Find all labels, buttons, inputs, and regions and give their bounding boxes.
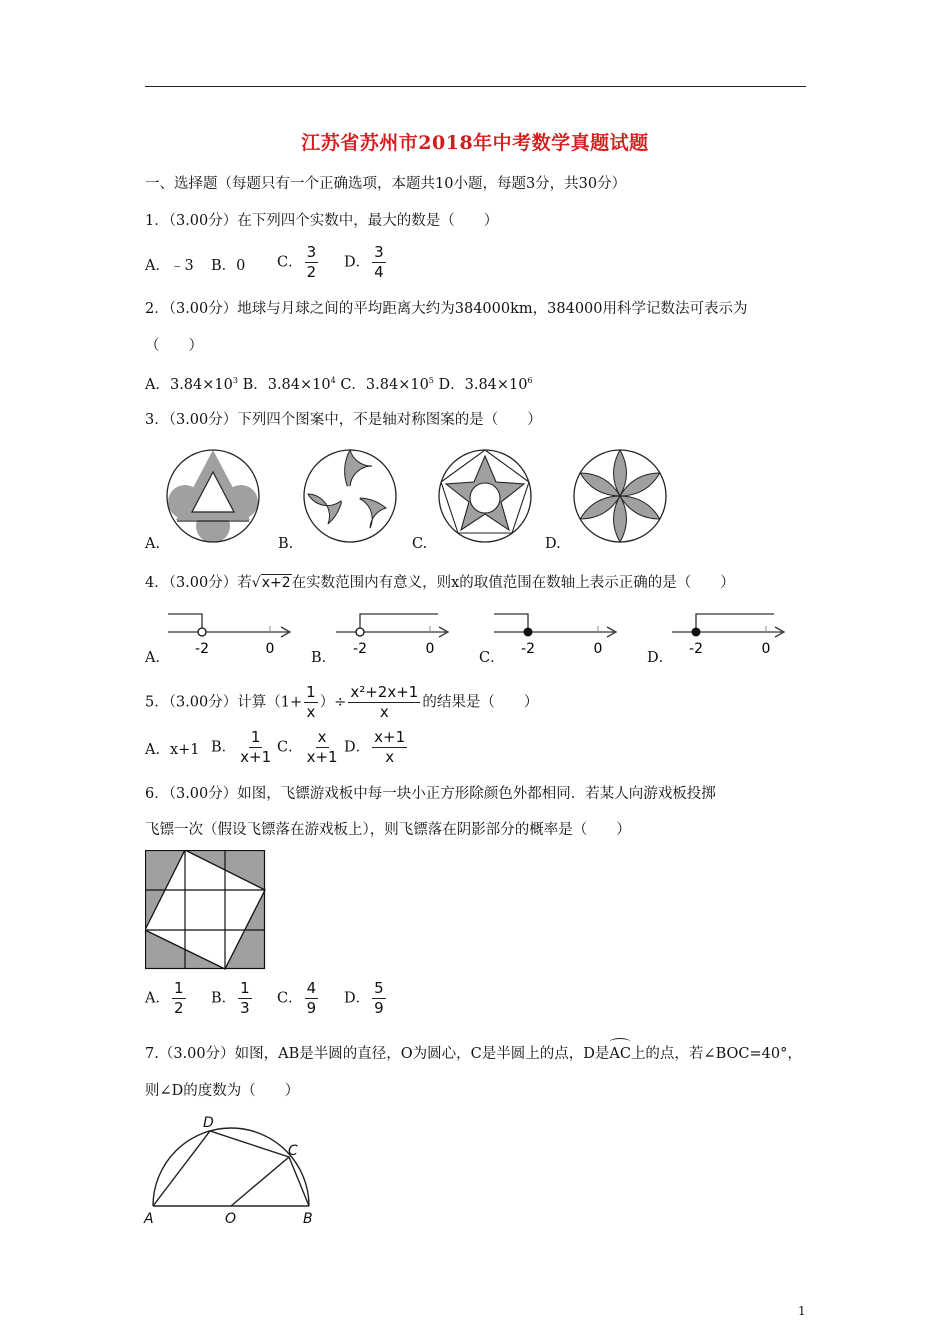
q5-stem: 5．（3.00分）计算（1+ $\frac{1}{x}$ ）÷ $\frac{\text{x²+2x+1}}{x}$ 的结果是（ ）: [145, 683, 539, 721]
q7-stem-line2: 则∠D的度数为（ ）: [145, 1083, 300, 1099]
q1-option-a: A．﹣3: [145, 258, 194, 274]
q4-option-b: B．: [311, 650, 337, 666]
q4-numberline-d: [654, 606, 794, 658]
q2-stem-line2: （ ）: [145, 338, 203, 354]
page-title: 江苏省苏州市2018年中考数学真题试题: [301, 132, 649, 154]
q2-stem-line1: 2．（3.00分）地球与月球之间的平均距离大约为384000km，384000用科学记数法可表示为: [145, 301, 748, 317]
q5-option-d: D． $\frac{x+1}{x}$: [344, 728, 406, 766]
q2-option-b: B．$3.84\times 10^4$: [242, 376, 336, 393]
q2-option-a: A．$3.84\times 10^3$: [145, 376, 238, 393]
q5-option-b: B． $\frac{1}{x+1}$: [211, 728, 272, 766]
q4-numberline-a: [160, 606, 300, 658]
q3-option-d: D.: [545, 536, 561, 552]
svg-text:-2: -2: [521, 641, 535, 657]
q3-figure-a: [160, 444, 270, 550]
q2-options: [145, 373, 533, 394]
q3-figure-d: [565, 444, 675, 550]
svg-text:O: O: [225, 1211, 237, 1227]
q6-stem-line1: 6．（3.00分）如图，飞镖游戏板中每一块小正方形除颜色外都相同．若某人向游戏板投掷: [145, 786, 716, 802]
q5-option-a: A．x+1: [145, 742, 200, 758]
q2-option-c: C．$3.84\times 10^5$: [340, 376, 434, 393]
q1-option-b: B．0: [211, 258, 246, 274]
svg-text:-2: -2: [689, 641, 703, 657]
svg-text:0: 0: [761, 641, 771, 657]
q1-option-c: C． $\frac{3}{2}$: [277, 243, 317, 281]
q4-option-c: C．: [479, 650, 505, 666]
svg-text:0: 0: [593, 641, 603, 657]
q7-arc-ac: AC: [609, 1044, 631, 1064]
q3-option-c: C.: [412, 536, 428, 552]
q3-option-b: B.: [278, 536, 294, 552]
q6-option-d: D． $\frac{5}{9}$: [344, 979, 384, 1017]
svg-text:0: 0: [265, 641, 275, 657]
q1-option-d: D． $\frac{3}{4}$: [344, 243, 384, 281]
q3-figure-b: [295, 444, 405, 550]
q6-stem-line2: 飞镖一次（假设飞镖落在游戏板上），则飞镖落在阴影部分的概率是（ ）: [145, 822, 631, 838]
svg-text:D: D: [203, 1115, 214, 1131]
q3-stem: 3．（3.00分）下列四个图案中，不是轴对称图案的是（ ）: [145, 412, 542, 428]
q5-option-c: C． $\frac{x}{x+1}$: [277, 728, 338, 766]
svg-text:C: C: [288, 1143, 298, 1159]
svg-text:B: B: [303, 1211, 313, 1227]
q4-numberline-c: [486, 606, 626, 658]
page-number: 1: [798, 1304, 806, 1318]
q6-option-b: B． $\frac{1}{3}$: [211, 979, 250, 1017]
q6-dartboard-figure: [145, 850, 266, 970]
q2-option-d: D．$3.84\times 10^6$: [438, 376, 533, 393]
svg-text:0: 0: [425, 641, 435, 657]
q4-radical: √x+2: [251, 575, 291, 591]
q4-option-a: A．: [145, 650, 170, 666]
q4-stem: 4．（3.00分）若√x+2在实数范围内有意义，则x的取值范围在数轴上表示正确的是（ ）: [145, 575, 735, 591]
q6-option-a: A． $\frac{1}{2}$: [145, 979, 184, 1017]
svg-text:-2: -2: [195, 641, 209, 657]
section-heading: 一、选择题（每题只有一个正确选项，本题共10小题，每题3分，共30分）: [145, 176, 627, 192]
q7-semicircle-figure: [140, 1112, 320, 1232]
q1-stem: 1．（3.00分）在下列四个实数中，最大的数是（ ）: [145, 213, 499, 229]
q4-option-d: D．: [647, 650, 674, 666]
svg-text:A: A: [144, 1211, 154, 1227]
svg-text:-2: -2: [353, 641, 367, 657]
q7-stem-line1: 7.（3.00分）如图，AB是半圆的直径，O为圆心，C是半圆上的点，D是 AC上的点，若∠BOC=40°，: [145, 1044, 802, 1064]
top-rule: [145, 86, 806, 87]
q4-numberline-b: [318, 606, 458, 658]
q6-option-c: C． $\frac{4}{9}$: [277, 979, 317, 1017]
q3-option-a: A.: [145, 536, 161, 552]
q3-figure-c: [430, 444, 540, 550]
